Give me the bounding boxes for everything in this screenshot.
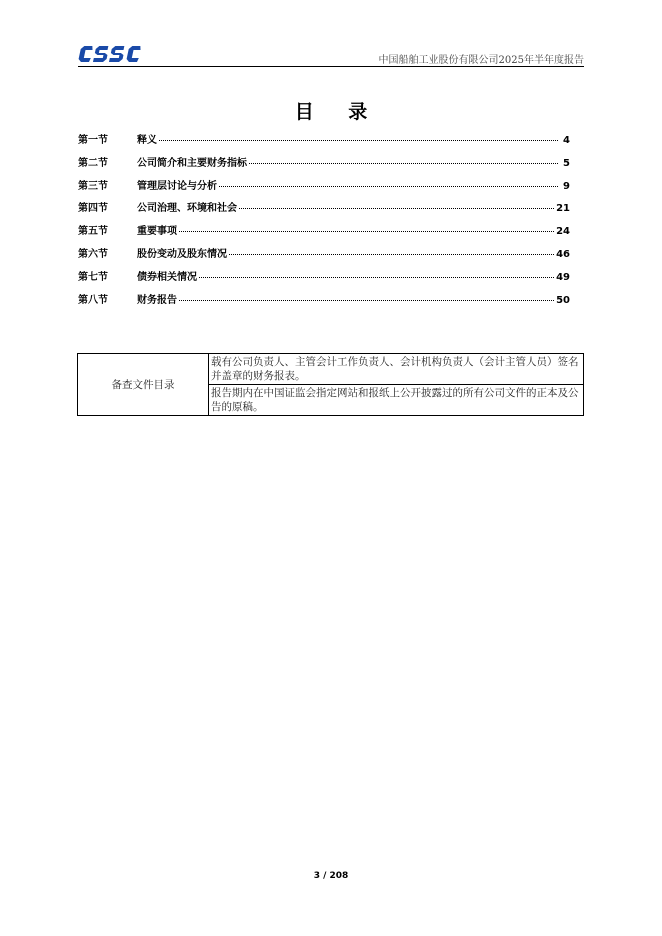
toc-section-title: 公司治理、环境和社会	[137, 203, 237, 215]
cssc-logo	[76, 43, 142, 65]
toc-entry[interactable]	[78, 222, 570, 245]
toc-page-number: 5	[563, 157, 570, 169]
toc-section-title: 公司简介和主要财务指标	[137, 157, 247, 169]
page-title: 目 录	[294, 101, 382, 123]
reference-doc-item: 载有公司负责人、主管会计工作负责人、会计机构负责人（会计主管人员）签名并盖章的财务报表。	[209, 354, 584, 385]
table-row	[78, 354, 584, 385]
toc-page-number: 50	[556, 294, 570, 306]
toc-page-number: 46	[556, 248, 570, 260]
toc-section-number: 第五节	[78, 226, 108, 238]
toc-page-number: 49	[556, 271, 570, 283]
toc-section-number: 第二节	[78, 157, 108, 169]
toc-leader-dots	[219, 186, 558, 187]
page-number: 3 / 208	[313, 871, 349, 881]
toc-leader-dots	[199, 277, 554, 278]
toc-leader-dots	[229, 254, 554, 255]
toc-entry[interactable]	[78, 154, 570, 177]
toc-page-number: 9	[563, 180, 570, 192]
toc-leader-dots	[159, 140, 558, 141]
toc-entry[interactable]	[78, 291, 570, 314]
toc-section-title: 股份变动及股东情况	[137, 248, 227, 260]
toc-section-number: 第一节	[78, 135, 108, 146]
toc-page-number: 24	[556, 226, 570, 238]
toc-entry[interactable]	[78, 177, 570, 200]
toc-page-number: 4	[563, 135, 570, 146]
reference-documents-table	[77, 353, 584, 416]
toc-section-number: 第七节	[78, 271, 108, 283]
toc-section-title: 管理层讨论与分析	[137, 180, 217, 192]
toc-entry[interactable]	[78, 245, 570, 268]
toc-entry[interactable]	[78, 268, 570, 291]
header-divider	[78, 66, 584, 67]
toc-section-number: 第六节	[78, 248, 108, 260]
toc-leader-dots	[179, 300, 554, 301]
toc-section-title: 财务报告	[137, 294, 177, 306]
toc-section-title: 债券相关情况	[137, 271, 197, 283]
toc-leader-dots	[179, 231, 554, 232]
toc-section-number: 第三节	[78, 180, 108, 192]
report-header-title: 中国船舶工业股份有限公司2025年半年度报告	[378, 55, 584, 66]
toc-section-number: 第四节	[78, 203, 108, 215]
toc-section-title: 重要事项	[137, 226, 177, 238]
toc-leader-dots	[239, 208, 554, 209]
toc-entry[interactable]	[78, 131, 570, 154]
toc-leader-dots	[249, 163, 558, 164]
toc-entry[interactable]	[78, 199, 570, 222]
table-of-contents	[78, 131, 570, 313]
toc-section-number: 第八节	[78, 294, 108, 306]
reference-doc-item: 报告期内在中国证监会指定网站和报纸上公开披露过的所有公司文件的正本及公告的原稿。	[209, 385, 584, 416]
toc-section-title: 释义	[137, 135, 157, 146]
toc-page-number: 21	[556, 203, 570, 215]
reference-docs-label: 备查文件目录	[78, 354, 209, 416]
